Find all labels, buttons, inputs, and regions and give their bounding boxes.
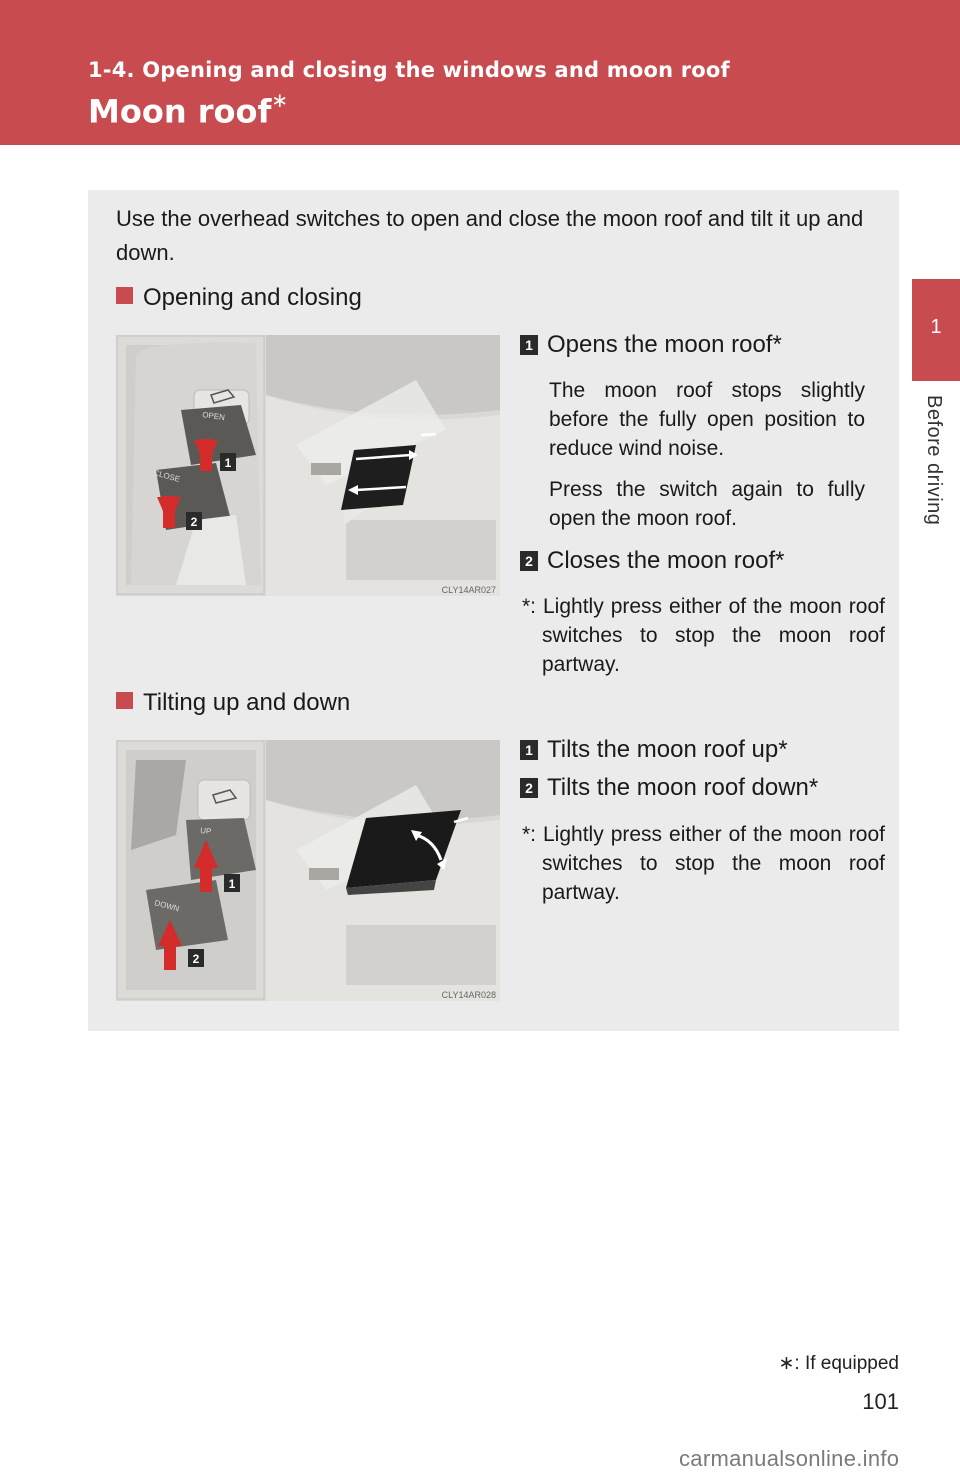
bullet-square-icon (116, 287, 133, 304)
bullet-square-icon (116, 692, 133, 709)
watermark: carmanualsonline.info (679, 1446, 900, 1471)
list-item-close (520, 546, 870, 576)
figure-code-1: CLY14AR027 (441, 585, 496, 595)
description-stop: The moon roof stops slightly before the fully open position to reduce wind noise. (549, 379, 865, 460)
page-title-text: Moon roof (88, 92, 272, 131)
list-item-open (520, 330, 870, 360)
badge-2: 2 (520, 778, 538, 798)
badge-1: 1 (520, 335, 538, 355)
item-label: Closes the moon roof* (547, 547, 785, 574)
subheading-tilting-text: Tilting up and down (143, 689, 351, 716)
svg-text:1: 1 (224, 456, 232, 470)
tilt-diagram (116, 740, 500, 1001)
badge-2: 2 (520, 551, 538, 571)
item-label: Tilts the moon roof up* (547, 736, 788, 763)
chapter-tab[interactable]: 1 (912, 279, 960, 381)
note-stop-partway: *: Lightly press either of the moon roof switches to stop the moon roof partway. (522, 595, 885, 676)
illustration-open-close (116, 335, 500, 596)
list-item-tilt-up (520, 735, 870, 765)
intro-text: Use the overhead switches to open and close the moon roof and tilt it up and down. (116, 206, 864, 265)
subheading-opening (116, 284, 362, 312)
section-title: 1-4. Opening and closing the windows and moon roof (88, 58, 730, 82)
figure-code-2: CLY14AR028 (441, 990, 496, 1000)
description-press-again: Press the switch again to fully open the moon roof. (549, 478, 865, 530)
note-stop-partway: *: Lightly press either of the moon roof switches to stop the moon roof partway. (522, 823, 885, 904)
subheading-tilting (116, 689, 350, 717)
badge-1: 1 (520, 740, 538, 760)
svg-text:2: 2 (192, 952, 200, 966)
close-switch-label: CLOSE (152, 468, 182, 484)
svg-text:2: 2 (190, 515, 198, 529)
page-title (88, 88, 289, 131)
header-band (0, 0, 960, 145)
item-label: Tilts the moon roof down* (547, 774, 819, 801)
up-switch-label: UP (199, 826, 212, 836)
illustration-tilt (116, 740, 500, 1001)
svg-text:1: 1 (228, 877, 236, 891)
down-switch-label: DOWN (153, 898, 181, 914)
subheading-opening-text: Opening and closing (143, 284, 362, 311)
list-item-tilt-down (520, 773, 870, 803)
footnote-if-equipped: ∗: If equipped (778, 1353, 899, 1374)
if-equipped-mark: ∗ (271, 88, 289, 112)
open-switch-label: OPEN (201, 410, 226, 423)
page-number: 101 (862, 1389, 899, 1414)
chapter-label: Before driving (923, 395, 945, 526)
item-label: Opens the moon roof* (547, 331, 782, 358)
open-close-diagram (116, 335, 500, 596)
